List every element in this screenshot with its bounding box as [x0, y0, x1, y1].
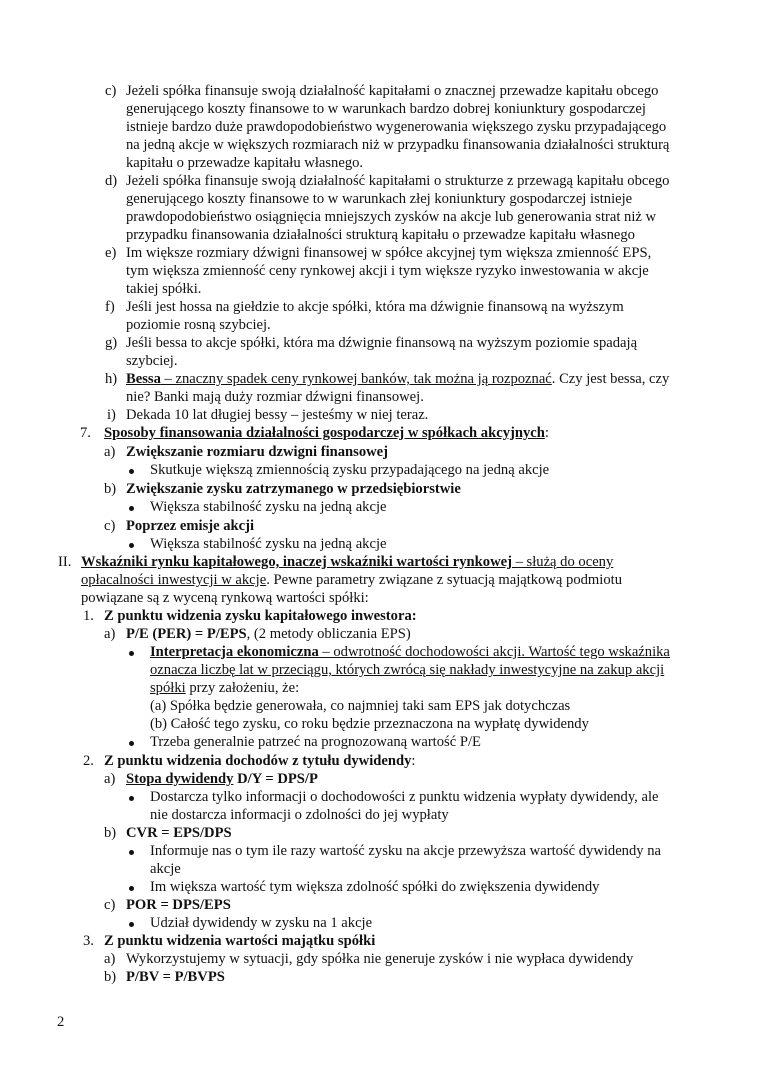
- item-d-line: przypadku finansowania działalności strukturą kapitału o przewadze kapitału własnego: [126, 227, 635, 243]
- point-3-b-label: b): [104, 969, 117, 985]
- section-II-title: Wskaźniki rynku kapitałowego, inaczej wskaźniki wartości rynkowej: [81, 554, 512, 570]
- bullet-icon: [129, 741, 134, 746]
- s7-item-label-b: b): [104, 481, 117, 497]
- s7-item-b-bullet: Większa stabilność zysku na jedną akcje: [150, 499, 387, 515]
- point-2-c-bullet: Udział dywidendy w zysku na 1 akcje: [150, 915, 373, 931]
- item-e-line: Im większe rozmiary dźwigni finansowej w spółce akcyjnej tym większa zmienność EPS,: [126, 245, 652, 261]
- bullet-icon: [129, 886, 134, 891]
- item-g-line: szybciej.: [126, 353, 178, 369]
- point-2-c-title: POR = DPS/EPS: [126, 897, 231, 913]
- bullet-icon: [129, 796, 134, 801]
- point-1-bullet: Trzeba generalnie patrzeć na prognozowaną wartość P/E: [150, 734, 481, 750]
- page-number: 2: [57, 1014, 65, 1030]
- item-label-d: d): [105, 173, 118, 189]
- section-II-line: powiązane są z wyceną rynkową wartości spółki:: [81, 590, 369, 606]
- section-II-label: II.: [58, 554, 72, 570]
- pe-formula: P/E (PER) = P/EPS: [126, 626, 247, 642]
- point-2-title: Z punktu widzenia dochodów z tytułu dywidendy: [104, 753, 412, 769]
- item-label-g: g): [105, 335, 118, 351]
- point-1-title: Z punktu widzenia zysku kapitałowego inwestora:: [104, 608, 417, 624]
- point-3-b-title: P/BV = P/BVPS: [126, 969, 225, 985]
- item-d-line: prawdopodobieństwo osiągnięcia mniejszych zysków na akcje lub generowania strat niż w: [126, 209, 657, 225]
- point-2-colon: :: [411, 753, 416, 769]
- point-2-heading: [104, 752, 415, 770]
- point-2-b-bullet: Im większa wartość tym większa zdolność spółki do zwiększenia dywidendy: [150, 879, 600, 895]
- s7-item-b-title: Zwiększanie zysku zatrzymanego w przedsiębiorstwie: [126, 481, 461, 497]
- pe-note: , (2 metody obliczania EPS): [246, 626, 411, 642]
- item-c-line: na jedną akcje w większych rozmiarach niż w przypadku finansowania działalności strukturą: [126, 137, 670, 153]
- section-7-label: 7.: [80, 425, 91, 441]
- bessa-definition: – znaczny spadek ceny rynkowej banków, tak można ją rozpoznać: [160, 371, 552, 387]
- section-II-heading: [81, 553, 613, 571]
- section-7-colon: :: [544, 425, 549, 441]
- s7-item-label-c: c): [104, 518, 116, 534]
- condition-b: (b) Całość tego zysku, co roku będzie przeznaczona na wypłatę dywidendy: [150, 716, 589, 732]
- section-7-title: Sposoby finansowania działalności gospodarczej w spółkach akcyjnych: [104, 425, 545, 441]
- point-2-a-bullet: nie dostarcza informacji o zdolności do jej wypłaty: [150, 807, 449, 823]
- item-h-line: nie? Banki mają duży rozmiar dźwigni finansowej.: [126, 389, 424, 405]
- item-c-line: Jeżeli spółka finansuje swoją działalność kapitałami o znacznej przewadze kapitału obcego: [126, 83, 659, 99]
- item-label-h: h): [105, 371, 118, 387]
- item-c-line: generującego koszty finansowe to w warunkach bardzo dobrej koniunktury gospodarczej: [126, 101, 646, 117]
- section-II-line: [81, 571, 622, 589]
- s7-item-c-title: Poprzez emisje akcji: [126, 518, 255, 534]
- condition-a: (a) Spółka będzie generowała, co najmniej taki sam EPS jak dotychczas: [150, 698, 571, 714]
- item-e-line: tym większa zmienność ceny rynkowej akcji i tym większe ryzyko inwestowania w akcje: [126, 263, 649, 279]
- point-1-a-line: [126, 625, 411, 643]
- s7-item-a-bullet: Skutkuje większą zmiennością zysku przypadającego na jedną akcje: [150, 462, 550, 478]
- item-f-line: Jeśli jest hossa na giełdzie to akcje spółki, która ma dźwignie finansową na wyższym: [126, 299, 624, 315]
- s7-item-c-bullet: Większa stabilność zysku na jedną akcje: [150, 536, 387, 552]
- interpretation-line: [150, 643, 670, 661]
- point-3-a-text: Wykorzystujemy w sytuacji, gdy spółka nie generuje zysków i nie wypłaca dywidendy: [126, 951, 634, 967]
- interpretation-line: oznacza liczbę lat w przeciągu, których zwrócą się nakłady inwestycyjne na zakup akcji: [150, 662, 665, 678]
- item-c-line: kapitału o przewadze kapitału własnego.: [126, 155, 364, 171]
- bullet-icon: [129, 922, 134, 927]
- bullet-icon: [129, 850, 134, 855]
- s7-item-label-a: a): [104, 444, 116, 460]
- point-3-a-label: a): [104, 951, 116, 967]
- dividend-yield-term: Stopa dywidendy: [126, 771, 234, 787]
- point-3-title: Z punktu widzenia wartości majątku spółki: [104, 933, 376, 949]
- bessa-question: . Czy jest bessa, czy: [551, 371, 670, 387]
- section-II-dash: – służą do oceny: [511, 554, 614, 570]
- point-1-a-label: a): [104, 626, 116, 642]
- point-2-label: 2.: [83, 753, 94, 769]
- section-II-rest: . Pewne parametry związane z sytuacją majątkową podmiotu: [266, 572, 622, 588]
- point-2-b-bullet: akcje: [150, 861, 181, 877]
- point-2-c-label: c): [104, 897, 116, 913]
- point-2-b-bullet: Informuje nas o tym ile razy wartość zysku na akcje przewyższa wartość dywidendy na: [150, 843, 661, 859]
- interpretation-text: – odwrotność dochodowości akcji. Wartość tego wskaźnika: [318, 644, 670, 660]
- bullet-icon: [129, 506, 134, 511]
- item-f-line: poziomie rosną szybciej.: [126, 317, 271, 333]
- section-7-heading: [104, 424, 549, 442]
- point-2-b-label: b): [104, 825, 117, 841]
- bullet-icon: [129, 543, 134, 548]
- point-2-b-title: CVR = EPS/DPS: [126, 825, 232, 841]
- point-2-a-bullet: Dostarcza tylko informacji o dochodowości z punktu widzenia wypłaty dywidendy, ale: [150, 789, 659, 805]
- dividend-yield-formula: D/Y = DPS/P: [233, 771, 318, 787]
- point-3-label: 3.: [83, 933, 94, 949]
- item-label-c: c): [105, 83, 117, 99]
- interpretation-line: [150, 679, 299, 697]
- section-II-underlined: opłacalności inwestycji w akcje: [81, 572, 267, 588]
- item-d-line: generującego koszty finansowe to w warunkach złej koniunktury gospodarczej istnieje: [126, 191, 633, 207]
- point-1-label: 1.: [83, 608, 94, 624]
- item-e-line: takiej spółki.: [126, 281, 202, 297]
- interpretation-underlined: spółki: [150, 680, 186, 696]
- item-c-line: istnieje bardzo duże prawdopodobieństwo wygenerowania większego zysku przypadającego: [126, 119, 667, 135]
- item-label-e: e): [105, 245, 117, 261]
- interpretation-rest: przy założeniu, że:: [185, 680, 300, 696]
- item-d-line: Jeżeli spółka finansuje swoją działalność kapitałami o strukturze z przewagą kapitału obcego: [126, 173, 670, 189]
- item-h-line: [126, 370, 669, 388]
- interpretation-term: Interpretacja ekonomiczna: [150, 644, 319, 660]
- point-2-a-label: a): [104, 771, 116, 787]
- point-2-a-title: [126, 770, 318, 788]
- item-label-i: i): [107, 407, 116, 423]
- bullet-icon: [129, 469, 134, 474]
- item-i-line: Dekada 10 lat długiej bessy – jesteśmy w niej teraz.: [126, 407, 429, 423]
- s7-item-a-title: Zwiększanie rozmiaru dzwigni finansowej: [126, 444, 389, 460]
- bullet-icon: [129, 651, 134, 656]
- item-g-line: Jeśli bessa to akcje spółki, która ma dźwignie finansową na wyższym poziomie spadają: [126, 335, 638, 351]
- bessa-term: Bessa: [126, 371, 161, 387]
- item-label-f: f): [105, 299, 115, 315]
